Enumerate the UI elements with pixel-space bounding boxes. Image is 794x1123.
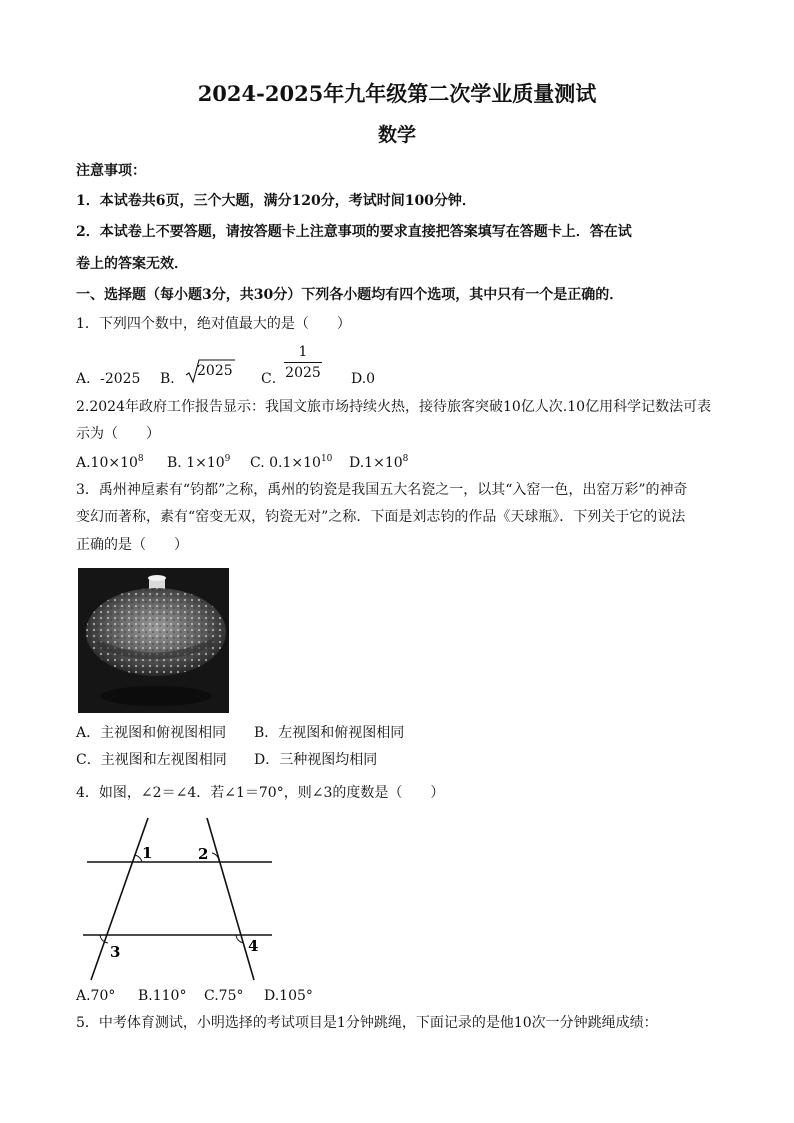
question-3-stem-line-2: 变幻而著称，素有“窑变无双，钧瓷无对”之称．下面是刘志钧的作品《天球瓶》．下列关于它的说法 xyxy=(76,509,686,525)
question-4-option-a: A.70° xyxy=(76,988,116,1004)
option-d-base: D.1×10 xyxy=(349,455,403,471)
stem-part-d: 1＝70°，则 xyxy=(235,785,312,801)
stem-part-e: 3 xyxy=(323,785,333,801)
notice-item-2-line-2: 卷上的答案无效． xyxy=(76,256,188,272)
question-5-stem: 5．中考体育测试，小明选择的考试项目是1分钟跳绳，下面记录的是他10次一分钟跳绳成绩： xyxy=(76,1015,658,1031)
angle-symbol: ∠ xyxy=(311,785,324,801)
question-1-option-c-label: C． xyxy=(261,371,286,387)
question-1-option-c-fraction xyxy=(284,343,322,382)
question-1-option-a: A．-2025 xyxy=(76,371,141,387)
notice-item-2-line-1: 2．本试卷上不要答题，请按答题卡上注意事项的要求直接把答案填写在答题卡上．答在试 xyxy=(76,224,632,240)
question-3-option-b: B．左视图和俯视图相同 xyxy=(254,725,405,741)
stem-part-c: 4．若 xyxy=(187,785,225,801)
question-4-option-b: B.110° xyxy=(138,988,187,1004)
page-title: 2024-2025年九年级第二次学业质量测试 xyxy=(197,81,597,106)
question-3-option-d: D．三种视图均相同 xyxy=(254,752,378,768)
question-4-stem xyxy=(76,784,444,802)
question-2-option-c xyxy=(250,454,332,472)
option-a-base: A.10×10 xyxy=(76,455,138,471)
notice-item-1: 1．本试卷共6页，三个大题，满分120分，考试时间100分钟． xyxy=(76,193,476,209)
question-1-option-b-label: B． xyxy=(160,371,185,387)
option-a-exponent: 8 xyxy=(137,454,144,464)
subject-title: 数学 xyxy=(377,124,416,146)
option-c-base: C. 0.1×10 xyxy=(250,455,321,471)
question-2-stem-line-2: 示为（ ） xyxy=(76,426,160,442)
angle-label-1: 1 xyxy=(142,844,153,862)
vase-photo xyxy=(78,568,229,713)
angle-label-2: 2 xyxy=(198,845,209,863)
angle-symbol: ∠ xyxy=(175,785,188,801)
angle-symbol: ∠ xyxy=(224,785,236,801)
option-c-exponent: 10 xyxy=(320,454,333,464)
angle-label-3: 3 xyxy=(110,943,121,961)
question-1-stem: 1．下列四个数中，绝对值最大的是（ ） xyxy=(76,316,351,332)
option-b-base: B. 1×10 xyxy=(167,455,225,471)
question-2-option-d xyxy=(349,454,408,472)
question-3-option-a: A．主视图和俯视图相同 xyxy=(76,725,227,741)
question-4-option-d: D.105° xyxy=(264,988,313,1004)
vase-illustration xyxy=(78,568,229,713)
fraction-numerator: 1 xyxy=(298,344,308,360)
right-transversal xyxy=(207,818,254,980)
option-b-exponent: 9 xyxy=(224,454,231,464)
question-2-option-b xyxy=(167,454,230,472)
notice-heading: 注意事项： xyxy=(76,163,146,179)
option-d-exponent: 8 xyxy=(402,454,409,464)
stem-part-a: 4．如图， xyxy=(76,785,141,801)
fraction-bar xyxy=(284,362,322,363)
stem-part-b: 2＝ xyxy=(152,785,176,801)
angle-label-4: 4 xyxy=(248,937,259,955)
parallel-lines-figure xyxy=(80,815,280,983)
question-3-option-c: C．主视图和左视图相同 xyxy=(76,752,227,768)
stem-part-f: 的度数是（ ） xyxy=(332,785,445,801)
question-2-stem-line-1: 2.2024年政府工作报告显示：我国文旅市场持续火热，接待旅客突破10亿人次.10亿用科学记数法可表 xyxy=(76,399,712,415)
question-1-option-b-radicand: 2025 xyxy=(197,363,233,379)
question-3-stem-line-3: 正确的是（ ） xyxy=(76,537,188,553)
angle-symbol: ∠ xyxy=(140,785,153,801)
question-3-stem-line-1: 3．禹州神垕素有“钧都”之称，禹州的钧瓷是我国五大名瓷之一，以其“入窑一色，出窑万彩”的神奇 xyxy=(76,482,688,498)
section-1-heading: 一、选择题（每小题3分，共30分）下列各小题均有四个选项，其中只有一个是正确的． xyxy=(76,287,624,303)
fraction-denominator: 2025 xyxy=(285,365,321,381)
question-1-option-d: D.0 xyxy=(351,371,376,387)
question-4-option-c: C.75° xyxy=(204,988,244,1004)
question-2-option-a xyxy=(76,454,144,472)
